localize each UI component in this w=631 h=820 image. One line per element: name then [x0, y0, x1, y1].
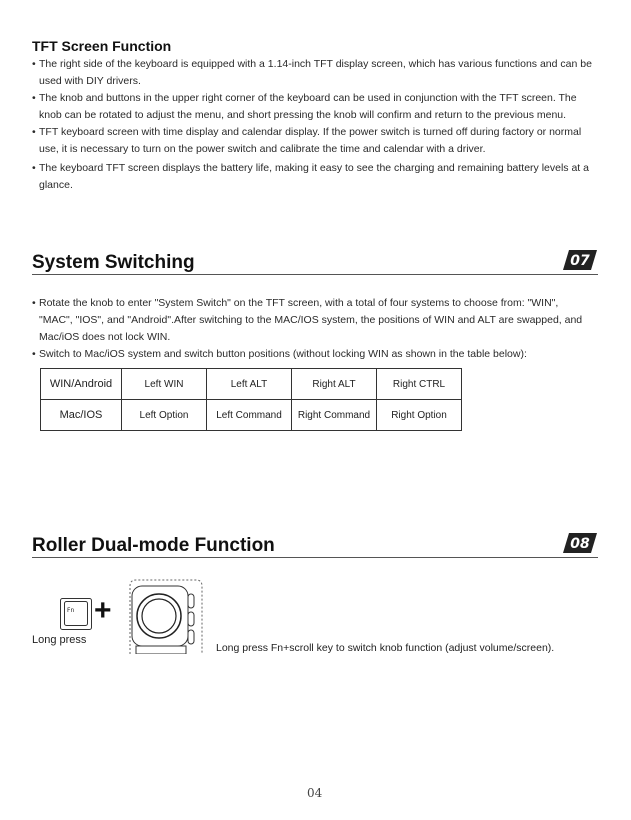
table-cell: WIN/Android	[41, 369, 122, 400]
table-row	[41, 369, 462, 400]
badge-number: 08	[570, 536, 590, 552]
roller-description: Long press Fn+scroll key to switch knob function (adjust volume/screen).	[216, 642, 555, 654]
badge-number: 07	[570, 253, 590, 269]
table-row	[41, 400, 462, 431]
list-item: • The knob and buttons in the upper right corner of the keyboard can be used in conjunction with the TFT screen. The knob can be rotated to adjust the menu, and short pressing the knob will confirm and return to the previous menu.	[32, 90, 592, 124]
table-cell: Right ALT	[292, 369, 377, 400]
page-number: 04	[307, 786, 323, 800]
table-cell: Left Command	[207, 400, 292, 431]
list-item: • TFT keyboard screen with time display and calendar display. If the power switch is turned off during factory or normal use, it is necessary to turn on the power switch and calibrate the time and calendar with a driver.	[32, 124, 592, 158]
table-cell: Left ALT	[207, 369, 292, 400]
list-item: • Switch to Mac/iOS system and switch button positions (without locking WIN as shown in the table below):	[32, 346, 592, 363]
long-press-label: Long press	[32, 634, 87, 646]
table-cell: Mac/IOS	[41, 400, 122, 431]
plus-sign: +	[94, 594, 112, 627]
section-divider	[32, 557, 598, 558]
table-cell: Left WIN	[122, 369, 207, 400]
roller-heading: Roller Dual-mode Function	[32, 535, 275, 556]
system-bullet-list	[32, 295, 592, 363]
table-cell: Right Command	[292, 400, 377, 431]
fn-key-icon	[60, 598, 92, 630]
table-cell: Right CTRL	[377, 369, 462, 400]
list-item: • Rotate the knob to enter "System Switch" on the TFT screen, with a total of four systems to choose from: "WIN", "MAC", "IOS", and "Android".After switching to the MAC/IOS system, the positions of WIN and ALT are swapped, and Mac/iOS does not lock WIN.	[32, 295, 592, 346]
table-cell: Left Option	[122, 400, 207, 431]
table-cell: Right Option	[377, 400, 462, 431]
list-item: • The right side of the keyboard is equipped with a 1.14-inch TFT display screen, which has various functions and can be used with DIY drivers.	[32, 56, 592, 90]
tft-bullet-list	[32, 56, 592, 194]
section-badge-08	[563, 533, 597, 553]
system-key-table	[40, 368, 462, 431]
section-badge-07	[563, 250, 597, 270]
section-divider	[32, 274, 598, 275]
list-item: • The keyboard TFT screen displays the battery life, making it easy to see the charging and remaining battery levels at a glance.	[32, 160, 592, 194]
system-heading: System Switching	[32, 252, 195, 273]
fn-key-label: Fn	[67, 607, 75, 614]
tft-heading: TFT Screen Function	[32, 38, 172, 54]
knob-icon	[126, 578, 206, 654]
